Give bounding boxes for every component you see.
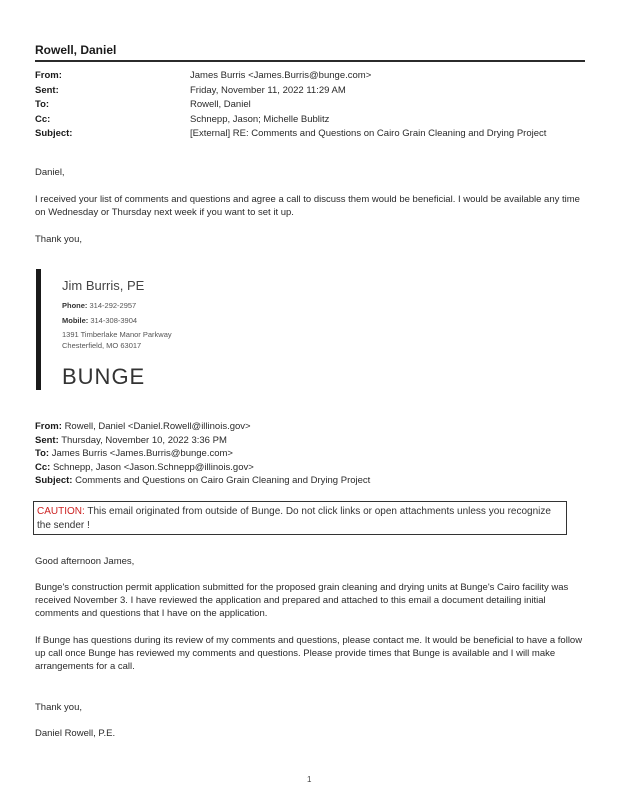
fwd-sent-label: Sent: [35, 434, 59, 446]
signature-phone [62, 301, 136, 310]
original-paragraph-1: Bunge's construction permit application submitted for the proposed grain cleaning and drying units at Bunge's Cairo facility was received November 3. I have reviewed the application and prepared and attached to this email a document detailing initial comments and questions that I have on the application. [35, 582, 569, 619]
fwd-subject-label: Subject: [35, 475, 73, 486]
subject-label: Subject: [35, 128, 73, 139]
original-signoff: Daniel Rowell, P.E. [35, 728, 116, 739]
reply-body: I received your list of comments and questions and agree a call to discuss them would be beneficial. I would be available any time on Wednesday or Thursday next week if you want to set it up. [35, 194, 580, 218]
fwd-sent-value: Thursday, November 10, 2022 3:36 PM [61, 434, 227, 446]
fwd-to-label: To: [35, 448, 50, 459]
external-caution-banner [33, 501, 567, 535]
header-divider [35, 60, 585, 62]
original-closing: Thank you, [35, 702, 82, 713]
from-label: From: [35, 70, 62, 81]
signature-mobile [62, 316, 137, 325]
to-value: Rowell, Daniel [190, 99, 251, 110]
original-paragraph-2: If Bunge has questions during its review of my comments and questions, please contact me. It would be beneficial to have a follow up call once Bunge has reviewed my comments and questions. Please provide times that Bunge is available and I will make arrangements for a call. [35, 635, 583, 672]
cc-label: Cc: [35, 113, 51, 125]
sent-value: Friday, November 11, 2022 11:29 AM [190, 84, 346, 96]
cc-value: Schnepp, Jason; Michelle Bublitz [190, 113, 330, 125]
page-number: 1 [307, 775, 312, 784]
mobile-number: 314-308-3904 [90, 316, 138, 325]
reply-greeting: Daniel, [35, 167, 65, 178]
fwd-sent-row [35, 434, 370, 448]
forwarded-header [35, 420, 370, 488]
fwd-to-value: James Burris <James.Burris@bunge.com> [51, 448, 233, 459]
fwd-from-row [35, 420, 370, 434]
reply-closing: Thank you, [35, 234, 82, 245]
caution-text: This email originated from outside of Bunge. Do not click links or open attachments unless you recognize the sender ! [37, 506, 551, 531]
sent-label: Sent: [35, 84, 59, 96]
to-label: To: [35, 99, 50, 110]
caution-label: CAUTION: [37, 506, 85, 517]
bunge-logo: BUNGE [62, 364, 146, 389]
fwd-cc-label: Cc: [35, 461, 51, 473]
fwd-to-row [35, 447, 370, 461]
mailbox-owner: Rowell, Daniel [35, 43, 117, 57]
signature-bar [36, 269, 41, 390]
phone-number: 314-292-2957 [89, 301, 137, 310]
fwd-subject-value: Comments and Questions on Cairo Grain Cleaning and Drying Project [75, 475, 371, 486]
fwd-cc-value: Schnepp, Jason <Jason.Schnepp@illinois.gov> [52, 461, 254, 473]
signature-address-line2: Chesterfield, MO 63017 [62, 341, 142, 350]
signature-address-line1: 1391 Timberlake Manor Parkway [62, 330, 172, 339]
fwd-cc-row [35, 461, 370, 475]
fwd-from-label: From: [35, 421, 62, 432]
fwd-from-value: Rowell, Daniel <Daniel.Rowell@illinois.gov> [64, 421, 251, 432]
fwd-subject-row [35, 474, 370, 488]
phone-label: Phone: [62, 301, 88, 310]
signature-name: Jim Burris, PE [62, 278, 145, 293]
mobile-label: Mobile: [62, 316, 89, 325]
original-greeting: Good afternoon James, [35, 556, 135, 567]
from-value: James Burris <James.Burris@bunge.com> [190, 70, 372, 81]
subject-value: [External] RE: Comments and Questions on Cairo Grain Cleaning and Drying Project [190, 128, 547, 139]
